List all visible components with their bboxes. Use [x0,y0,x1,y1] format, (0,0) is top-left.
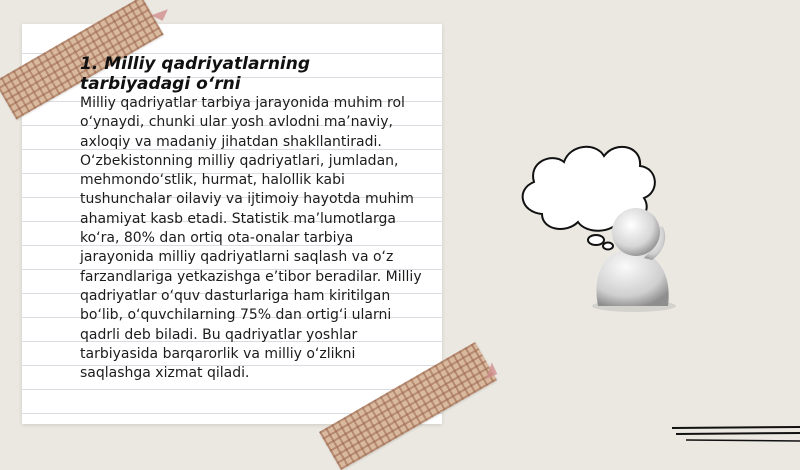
slide-title: 1. Milliy qadriyatlarning tarbiyadagi o‘rni [80,54,311,94]
slide-body-text: Milliy qadriyatlar tarbiya jarayonida muhim rol o‘ynaydi, chunki ular yosh avlodni ma’naviy, axloqiy va madaniy jihatdan shakllantiradi. O‘zbekistonning milliy qadriyatlari, jumladan, mehmondo‘stlik, hurmat, halollik kabi tushunchalar oilaviy va ijtimoiy hayotda muhim ahamiyat kasb etadi. Statistik ma’lumotlarga ko‘ra, 80% dan ortiq ota-onalar tarbiya jarayonida milliy qadriyatlarni saqlash va o‘z farzandlariga yetkazishga e’tibor beradilar. Milliy qadriyatlar o‘quv dasturlariga ham kiritilgan bo‘lib, o‘quvchilarning 75% dan ortig‘i ularni qadrli deb biladi. Bu qadriyatlar yoshlar tarbiyasida barqarorlik va milliy o‘zlikni saqlashga xizmat qiladi. [80,95,422,382]
tape-corner-marker [151,9,171,24]
thinking-figure-icon [512,134,692,314]
decorative-lines [672,420,800,450]
